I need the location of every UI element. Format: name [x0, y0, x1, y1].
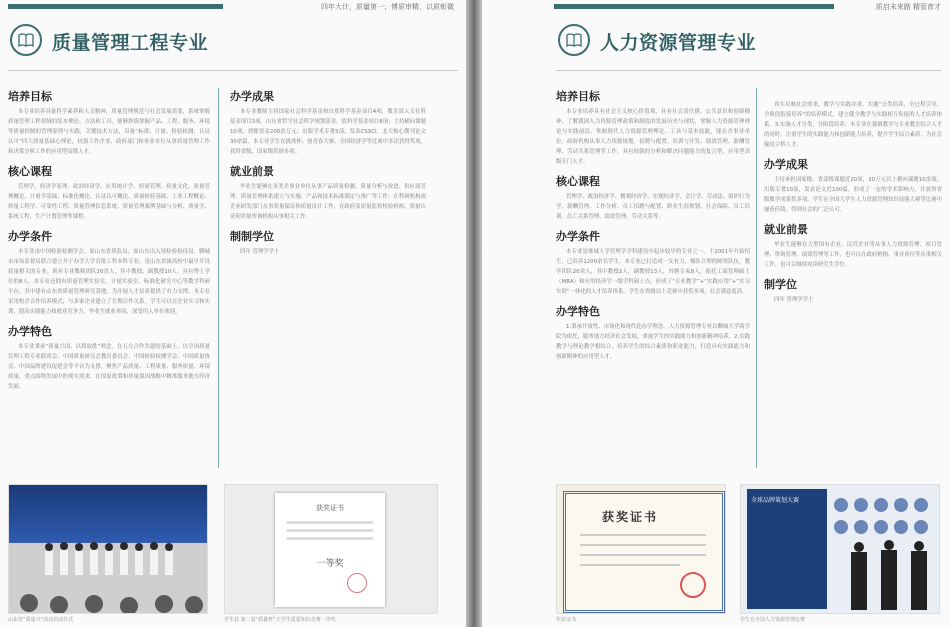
certificate-title: 获奖证书 — [316, 504, 344, 512]
certificate-photo — [224, 484, 438, 614]
section-text: 四年 管理学学士 — [240, 249, 280, 255]
section-training-goal — [556, 88, 750, 167]
major-title: 人力资源管理专业 — [600, 32, 757, 54]
section-heading: 核心课程 — [556, 175, 600, 188]
section-text: 本专业培养具备科学素养和人文精神，质量管理规范与社会发展需要，系统掌握质量管理工程领域的基本理论、方法和工具，能够熟练掌握产品、工程、服务、环境等质量控制的管理原理与实践，关键技术方法，具备“标准、计量、检验检测、认证认可”四大质量基础心理论，较强工作企业、政府部门和事业单位从事质量管理工作和决策分析工作的应用型高级人才。 — [8, 109, 210, 155]
certificate-title: 获奖证书 — [602, 510, 659, 524]
section-text: 本专业秉承“质量兴国、以质取胜”理念，在五方合作共建的基础上，以全国质量管理工程专业联席会、中国质量研究会教育委员会、中国检验检测学会、中国质量协会、中国品牌建设促进会等平台为支撑，聚焦产品质量、工程质量、服务质量、环境质量，重点围绕发展中的现实需求，在国家政策和质量强国战略中精准服务地方经济发展。 — [8, 344, 210, 390]
section-career — [230, 163, 426, 222]
section-heading: 办学特色 — [8, 325, 52, 338]
header-note: 四年大计，质量第一；博质审精，以质彰微 — [321, 3, 454, 11]
certificate-photo — [556, 484, 726, 614]
column-divider — [218, 88, 219, 468]
section-features-cont — [764, 100, 942, 150]
left-page — [0, 0, 466, 627]
section-heading: 培养目标 — [8, 90, 52, 103]
certificate-paper — [563, 491, 725, 613]
section-text: 本专业教师主持国家社会科学基金和自然科学基金项目4项，教育部人文社科基金项目3项，山东省哲学社会科学规划基金、软科学基金项目8项；主持横向课题10项，到账资金200余万元；出版学术专著5部，发表CSSCI、北大核心期刊论文30余篇。本专业学生在挑战杯、创青春大赛、全国经济学等比赛中多次获得奖项，获得省级、国家级奖励多项。 — [230, 109, 426, 155]
book-spine — [466, 0, 482, 627]
section-career — [764, 221, 942, 270]
section-conditions — [8, 228, 210, 317]
section-heading: 培养目标 — [556, 90, 600, 103]
section-text: 本专业培养具有社会主义核心价值观，具有社会责任感、公共意识和创新精神，了解我国人力资源管理政策和制度的发展历史与现状，掌握人力资源管理理论与实践前沿，掌握现代人力资源管理理论、工具与基本技能，能在企事业单位、政府机构从事人力资源规划、招聘与配置、培训与开发、绩效管理、薪酬管理、劳动关系管理等工作，具有较强的分析和解决问题能力的复合型、应用型高级专门人才。 — [556, 109, 750, 165]
photo-caption: 山东省“质量兴”活动启动仪式 — [8, 617, 74, 623]
certificate-award: 一等奖 — [316, 559, 344, 569]
seal-icon — [680, 572, 706, 598]
right-column — [764, 100, 942, 311]
section-heading: 就业前景 — [230, 165, 274, 178]
ceremony-photo — [8, 484, 208, 614]
section-text: 管理学、政治经济学、微观经济学、宏观经济学、会计学、劳动法、组织行为学、薪酬管理、工作分析、员工招聘与配置、职业生涯规划、社会保障、员工培训、员工关系管理、绩效管理、劳动关系等。 — [556, 194, 750, 220]
section-core-courses — [556, 173, 750, 222]
section-degree — [230, 228, 426, 257]
photo-caption: 奖状证书 — [556, 617, 577, 623]
section-text: 主持承担国家级、省部级课题近20项，20万元以上横向课题10余项，出版专著10部，发表论文近100篇。形成了一定的学术影响力，并获得省级教学成果奖多项。学生在全国大学生人力资源管理知识技能大赛等比赛中屡获佳绩，得到社会的广泛认可。 — [764, 177, 942, 213]
right-page — [482, 0, 951, 627]
section-training-goal — [8, 88, 210, 157]
section-heading: 办学条件 — [556, 230, 600, 243]
banner-text: 全球品牌策划大赛 — [751, 497, 800, 504]
major-title: 质量管理工程专业 — [52, 32, 209, 54]
left-column — [556, 88, 750, 368]
section-heading: 制制学位 — [230, 230, 274, 243]
header-bar — [554, 4, 834, 9]
section-conditions — [556, 228, 750, 297]
divider — [8, 70, 458, 71]
section-heading: 办学成果 — [764, 158, 808, 171]
photo-caption: 学生在全国人力资源管理比赛 — [740, 617, 806, 623]
header-note: 质启未来路 精管育才 — [875, 3, 941, 11]
certificate-paper — [275, 493, 385, 607]
section-text: 真实反映社会需求，教学与实践并重，实施“分类培养、全过程引导、全阶段衔接培养”的培养模式，建立健全教学与实践相互衔接的人才培养体系。3.实施人才分类，分阶段培养，本专业在强调教学与专业教育结合人才的同时，注重学生的实践能力和创新能力培养，提升学生综合素质，为社会输送合格人才。 — [764, 102, 942, 148]
section-text: 本专业是继城人学管理学学科建设中起步较早的专业之一，于2001年开始招生，已培养1200余名学生。本专业已打造成一支有力、梯队合理的师资队伍，教学团队20余人，其中教授2人，副教授13人，外聘专家8人，依托工商管理硕士（MBA）和应用经济学一级学科硕士点，形成了“专业教学”+“实践应用”+“实习实训”一体化的人才培养体系。学生在省级以上竞赛中获奖多项，社会满意度高。 — [556, 249, 750, 295]
section-text: 1.秉承开放性、市场化和现代化办学理念。人力资源管理专业以聊城大学商学院为依托，服务地方经济社会发展，重视学生的实践能力和创新精神培养。2.实践教学与理论教学相结合，培养学生的综合素质和职业能力，打造具有实践能力和创新精神的应用型人才。 — [556, 324, 750, 360]
competition-photo — [740, 484, 940, 614]
section-text: 毕业生能够在各类企事业单位从事产品质量检测、质量分析与改进、供应商管理、质量管理体系建立与实施、产品和技术标准制定与推广等工作；在科研机构或企业研发部门从事质量保证和质量设计工作；在政府及质量监督检验机构、质量认证和质量咨询机构从事相关工作。 — [230, 184, 426, 220]
book-icon — [10, 24, 42, 56]
section-degree — [764, 276, 942, 305]
section-heading: 核心课程 — [8, 165, 52, 178]
section-text: 四年 管理学学士 — [774, 297, 814, 303]
header-bar — [8, 4, 223, 9]
section-heading: 制学位 — [764, 278, 797, 291]
section-text: 本专业由中国检验检测学会、原山东省质监局、原山东出入境检验检疫局、聊城市市场监督局联合建立并于办学大学首批工科本科专业，是山东省属高校中最早开设质量相关的专业。现有专业教师团队20余人，其中教授、副教授10人，具有博士学位的8人。本专业还拥有质量管理实验室、计量实验室、标准化研究中心等教学科研平台，其中建有山东省质量管理研究基地，为开展人才培养提供了有力支撑。本专业采用校企合作培养模式，与多家企业建立了长期合作关系，学生可以在企业实习和实训，提高实践能力和就业竞争力，毕业生就业率高，深受用人单位欢迎。 — [8, 249, 210, 315]
book-icon — [558, 24, 590, 56]
section-features — [556, 303, 750, 362]
section-text: 管理学、经济学原理、政治经济学、应用统计学、质量管理、质量文化、质量管理概论、计量学基础、标准化概论、认证认可概论、质量检验基础、工业工程概论、质量工程学、可靠性工程、质量管理信息系统、质量管理案例基础与分析、质量学、系统工程、生产计划管理等课程。 — [8, 184, 210, 220]
left-column — [8, 88, 210, 398]
photo-caption: 学生获 第二届“质量杯”大学生质量知识竞赛一等奖 — [224, 617, 336, 623]
section-features — [8, 323, 210, 392]
right-column — [230, 88, 426, 263]
section-heading: 办学成果 — [230, 90, 274, 103]
section-core-courses — [8, 163, 210, 222]
section-achievements — [764, 156, 942, 215]
section-heading: 就业前景 — [764, 223, 808, 236]
seal-icon — [347, 573, 367, 593]
section-heading: 办学条件 — [8, 230, 52, 243]
divider — [556, 70, 941, 71]
section-achievements — [230, 88, 426, 157]
column-divider — [756, 88, 757, 468]
section-text: 毕业生能够在大型国有企业、民营企业等从事人力资源管理、项目管理、咨询管理、绩效管理等工作，也可以在政府机构、事业单位等从事相关工作，也可以继续攻读研究生学位。 — [764, 242, 942, 268]
section-heading: 办学特色 — [556, 305, 600, 318]
